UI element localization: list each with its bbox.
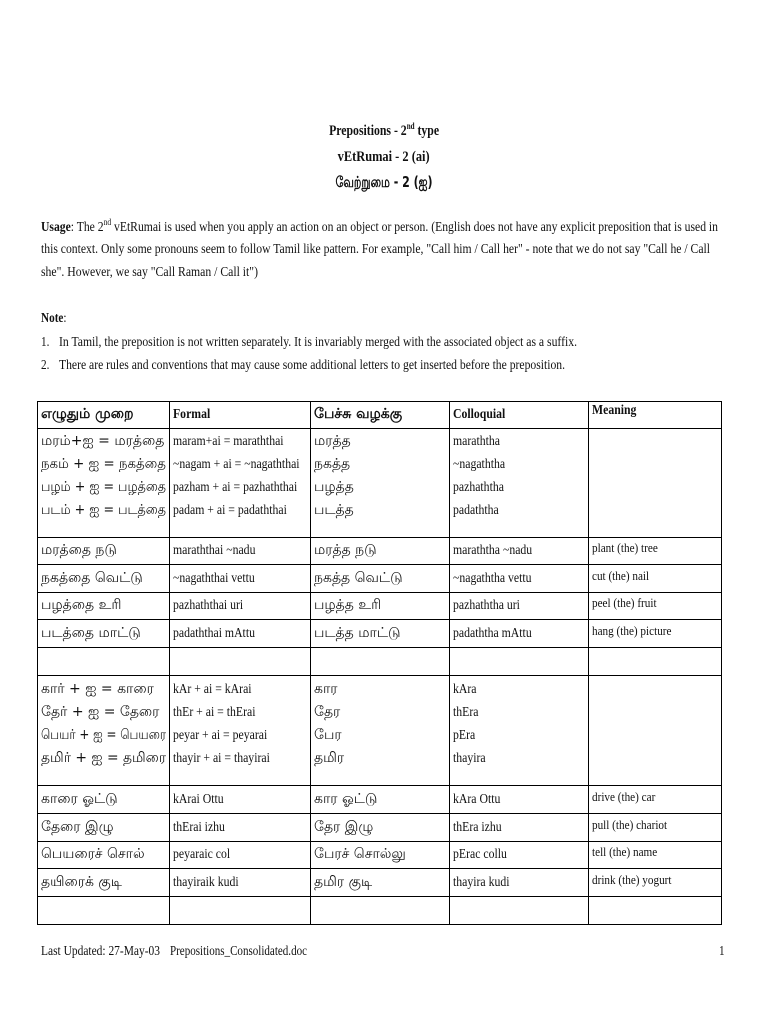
cell-line: பழம் + ஐ = பழத்தை: [41, 479, 166, 495]
cell-line: மரம்+ஐ = மரத்தை: [41, 433, 165, 449]
cell-text: maraththai ~nadu: [173, 543, 256, 558]
cell-text: pazhaththa uri: [453, 598, 520, 613]
table-row: [38, 620, 722, 648]
header-written-label: எழுதும் முறை: [41, 406, 134, 422]
cell-formal: [170, 842, 311, 869]
empty-cell: [450, 648, 589, 676]
usage-rest: vEtRumai is used when you apply an action on an object or person. (English does not have any explicit preposition that is used in: [111, 220, 718, 235]
cell-text: பழத்தை உரி: [41, 597, 122, 613]
empty-cell: [311, 897, 450, 925]
cell-written: [38, 869, 170, 897]
table-row: [38, 593, 722, 620]
cell-text: ~nagaththai vettu: [173, 570, 255, 586]
cell-line: தமிர: [314, 750, 345, 766]
cell-line: ~nagaththa: [453, 457, 506, 472]
cell-text: தேரை இழு: [41, 818, 114, 835]
table-row: [38, 814, 722, 842]
list-number: 2.: [41, 358, 50, 373]
header-written: [38, 402, 170, 429]
cell-text: மரத்தை நடு: [41, 542, 117, 558]
cell-text: kAra Ottu: [453, 791, 501, 807]
cell-line: peyar + ai = peyarai: [173, 728, 268, 743]
cell-spoken: [311, 676, 450, 786]
table-row: [38, 786, 722, 814]
cell-text: pErac collu: [453, 847, 507, 862]
usage-superscript: nd: [103, 217, 112, 227]
empty-cell: [38, 648, 170, 676]
cell-written: [38, 814, 170, 842]
empty-cell: [170, 648, 311, 676]
empty-cell: [170, 897, 311, 925]
cell-formal: [170, 429, 311, 538]
cell-formal: [170, 869, 311, 897]
title-heading: [329, 122, 439, 140]
empty-cell: [38, 897, 170, 925]
cell-text: பெயரைச் சொல்: [41, 846, 145, 862]
header-formal: [170, 402, 311, 429]
cell-written: [38, 842, 170, 869]
note-item-1: [59, 335, 680, 351]
cell-colloquial: [450, 676, 589, 786]
cell-text: peyaraic col: [173, 847, 231, 862]
cell-formal: [170, 620, 311, 648]
cell-line: நகம் + ஐ = நகத்தை: [41, 456, 166, 472]
cell-meaning: [589, 842, 722, 869]
cell-line: kAr + ai = kArai: [173, 682, 252, 697]
cell-written: [38, 593, 170, 620]
cell-text: peel (the) fruit: [592, 595, 657, 610]
cell-meaning: [589, 814, 722, 842]
cell-line: pazhaththa: [453, 480, 504, 495]
list-item-text: In Tamil, the preposition is not written separately. It is invariably merged with the associated object as a suffix.: [59, 335, 577, 350]
cell-meaning: [589, 538, 722, 565]
cell-text: tell (the) name: [592, 844, 658, 859]
table-row: [38, 842, 722, 869]
cell-spoken: [311, 786, 450, 814]
cell-formal: [170, 593, 311, 620]
cell-text: padaththa mAttu: [453, 625, 532, 641]
cell-written: [38, 786, 170, 814]
cell-spoken: [311, 429, 450, 538]
cell-text: maraththa ~nadu: [453, 543, 533, 558]
cell-line: மரத்த: [314, 433, 351, 449]
cell-text: ~nagaththa vettu: [453, 570, 532, 586]
cell-text: kArai Ottu: [173, 791, 224, 807]
cell-text: தயிரைக் குடி: [41, 873, 122, 890]
cell-line: padam + ai = padaththai: [173, 503, 287, 518]
page-number-text: 1: [719, 944, 725, 959]
table-header-row: [38, 402, 722, 429]
cell-text: தேர இழு: [314, 818, 374, 835]
list-number: 1.: [41, 335, 50, 350]
cell-text: நகத்த வெட்டு: [314, 569, 403, 586]
cell-text: கார ஓட்டு: [314, 790, 378, 807]
cell-line: thayir + ai = thayirai: [173, 751, 270, 766]
cell-text: thErai izhu: [173, 819, 225, 835]
list-item-text: There are rules and conventions that may cause some additional letters to get inserted before the preposition.: [59, 358, 565, 373]
table-row: [38, 565, 722, 593]
note-item-2: [59, 358, 667, 374]
cell-meaning: [589, 429, 722, 538]
empty-cell: [450, 897, 589, 925]
cell-formal: [170, 565, 311, 593]
cell-line: thEra: [453, 705, 479, 720]
header-formal-label: Formal: [173, 407, 211, 422]
cell-line: படத்த: [314, 502, 354, 518]
cell-text: drink (the) yogurt: [592, 871, 672, 887]
cell-line: பெயர் + ஐ = பெயரை: [41, 727, 166, 743]
table-row: [38, 869, 722, 897]
header-colloquial: [450, 402, 589, 429]
cell-text: plant (the) tree: [592, 540, 658, 555]
cell-line: pEra: [453, 728, 476, 743]
cell-line: தமிர் + ஐ = தமிரை: [41, 750, 166, 766]
cell-colloquial: [450, 814, 589, 842]
header-meaning-label: Meaning: [592, 403, 637, 418]
cell-formal: [170, 538, 311, 565]
cell-spoken: [311, 869, 450, 897]
title-tail: type: [414, 123, 439, 139]
cell-text: thEra izhu: [453, 819, 502, 835]
cell-text: தமிர குடி: [314, 873, 373, 890]
cell-colloquial: [450, 538, 589, 565]
cell-line: கார் + ஐ = காரை: [41, 681, 154, 697]
cell-line: தேர: [314, 704, 341, 720]
usage-line-1: [41, 217, 768, 236]
cell-line: thEr + ai = thErai: [173, 705, 256, 720]
cell-line: கார: [314, 681, 338, 697]
cell-written: [38, 676, 170, 786]
table-row-empty: [38, 648, 722, 676]
title-transliteration: vEtRumai - 2 (ai): [338, 149, 430, 165]
cell-text: pull (the) chariot: [592, 816, 668, 832]
cell-line: தேர் + ஐ = தேரை: [41, 704, 160, 720]
cell-line: pazham + ai = pazhaththai: [173, 480, 298, 495]
footer-updated: [41, 944, 186, 960]
cell-text: படத்த மாட்டு: [314, 624, 401, 641]
cell-text: padaththai mAttu: [173, 625, 255, 641]
note-label: Note: [41, 311, 64, 326]
cell-spoken: [311, 814, 450, 842]
cell-text: hang (the) picture: [592, 622, 672, 638]
cell-spoken: [311, 538, 450, 565]
table-row: [38, 538, 722, 565]
footer-filename-text: Prepositions_Consolidated.doc: [170, 944, 307, 959]
note-item-1-number: [41, 335, 52, 351]
page-number: [719, 944, 726, 960]
header-spoken-label: பேச்சு வழக்கு: [314, 406, 403, 422]
cell-text: pazhaththai uri: [173, 598, 244, 613]
cell-line: maram+ai = maraththai: [173, 434, 284, 449]
cell-written: [38, 429, 170, 538]
usage-line-2-text: this context. Only some pronouns seem to follow Tamil like pattern. For example, "Call him / Call her" - note that we do not say "Call he / Call: [41, 242, 710, 257]
cell-written: [38, 620, 170, 648]
cell-formal: [170, 786, 311, 814]
cell-colloquial: [450, 842, 589, 869]
cell-colloquial: [450, 565, 589, 593]
title-text: Prepositions - 2: [328, 123, 407, 139]
cell-colloquial: [450, 869, 589, 897]
cell-text: படத்தை மாட்டு: [41, 624, 141, 641]
title-line-2: [0, 148, 768, 166]
cell-text: drive (the) car: [592, 788, 656, 804]
table-row-group1-forms: [38, 429, 722, 538]
empty-cell: [311, 648, 450, 676]
cell-colloquial: [450, 620, 589, 648]
header-meaning: [589, 402, 722, 429]
cell-formal: [170, 676, 311, 786]
footer-updated-text: Last Updated: 27-May-03: [41, 944, 160, 959]
usage-line-1-text: [41, 217, 718, 236]
title-line-3: [0, 173, 768, 191]
footer-filename: [170, 944, 344, 960]
cell-line: maraththa: [453, 434, 501, 449]
cell-meaning: [589, 676, 722, 786]
empty-cell: [589, 648, 722, 676]
usage-line-2: [41, 242, 768, 258]
note-item-2-number: [41, 358, 52, 374]
table-row-empty: [38, 897, 722, 925]
title-superscript: nd: [406, 121, 415, 131]
cell-meaning: [589, 593, 722, 620]
cell-line: kAra: [453, 682, 477, 697]
cell-meaning: [589, 620, 722, 648]
cell-written: [38, 538, 170, 565]
cell-text: cut (the) nail: [592, 567, 650, 583]
prepositions-table: [37, 401, 722, 925]
cell-spoken: [311, 565, 450, 593]
note-heading: [41, 311, 73, 327]
cell-text: மரத்த நடு: [314, 542, 377, 558]
cell-text: காரை ஓட்டு: [41, 790, 118, 807]
cell-colloquial: [450, 593, 589, 620]
cell-line: padaththa: [453, 503, 499, 518]
usage-line-3-text: she". However, we say "Call Raman / Call it"): [41, 265, 258, 280]
cell-line: படம் + ஐ = படத்தை: [41, 502, 166, 518]
title-line-1: [0, 122, 768, 140]
cell-line: நகத்த: [314, 456, 351, 472]
cell-colloquial: [450, 786, 589, 814]
table-row-group2-forms: [38, 676, 722, 786]
cell-text: பழத்த உரி: [314, 597, 382, 613]
usage-lead: : The 2: [70, 220, 104, 235]
cell-meaning: [589, 786, 722, 814]
cell-spoken: [311, 842, 450, 869]
cell-line: ~nagam + ai = ~nagaththai: [173, 457, 300, 472]
header-colloquial-label: Colloquial: [453, 407, 506, 422]
note-colon: :: [63, 311, 67, 326]
cell-text: thayira kudi: [453, 874, 510, 890]
cell-text: பேரச் சொல்லு: [314, 846, 406, 862]
cell-spoken: [311, 593, 450, 620]
cell-line: பேர: [314, 727, 342, 743]
cell-text: thayiraik kudi: [173, 874, 239, 890]
cell-meaning: [589, 565, 722, 593]
cell-written: [38, 565, 170, 593]
cell-colloquial: [450, 429, 589, 538]
cell-line: thayira: [453, 751, 486, 766]
usage-label: Usage: [41, 220, 71, 235]
empty-cell: [589, 897, 722, 925]
header-spoken: [311, 402, 450, 429]
cell-formal: [170, 814, 311, 842]
cell-meaning: [589, 869, 722, 897]
cell-line: பழத்த: [314, 479, 354, 495]
usage-line-3: [41, 265, 300, 281]
cell-spoken: [311, 620, 450, 648]
title-tamil: வேற்றுமை - 2 (ஐ): [335, 173, 433, 191]
cell-text: நகத்தை வெட்டு: [41, 569, 143, 586]
